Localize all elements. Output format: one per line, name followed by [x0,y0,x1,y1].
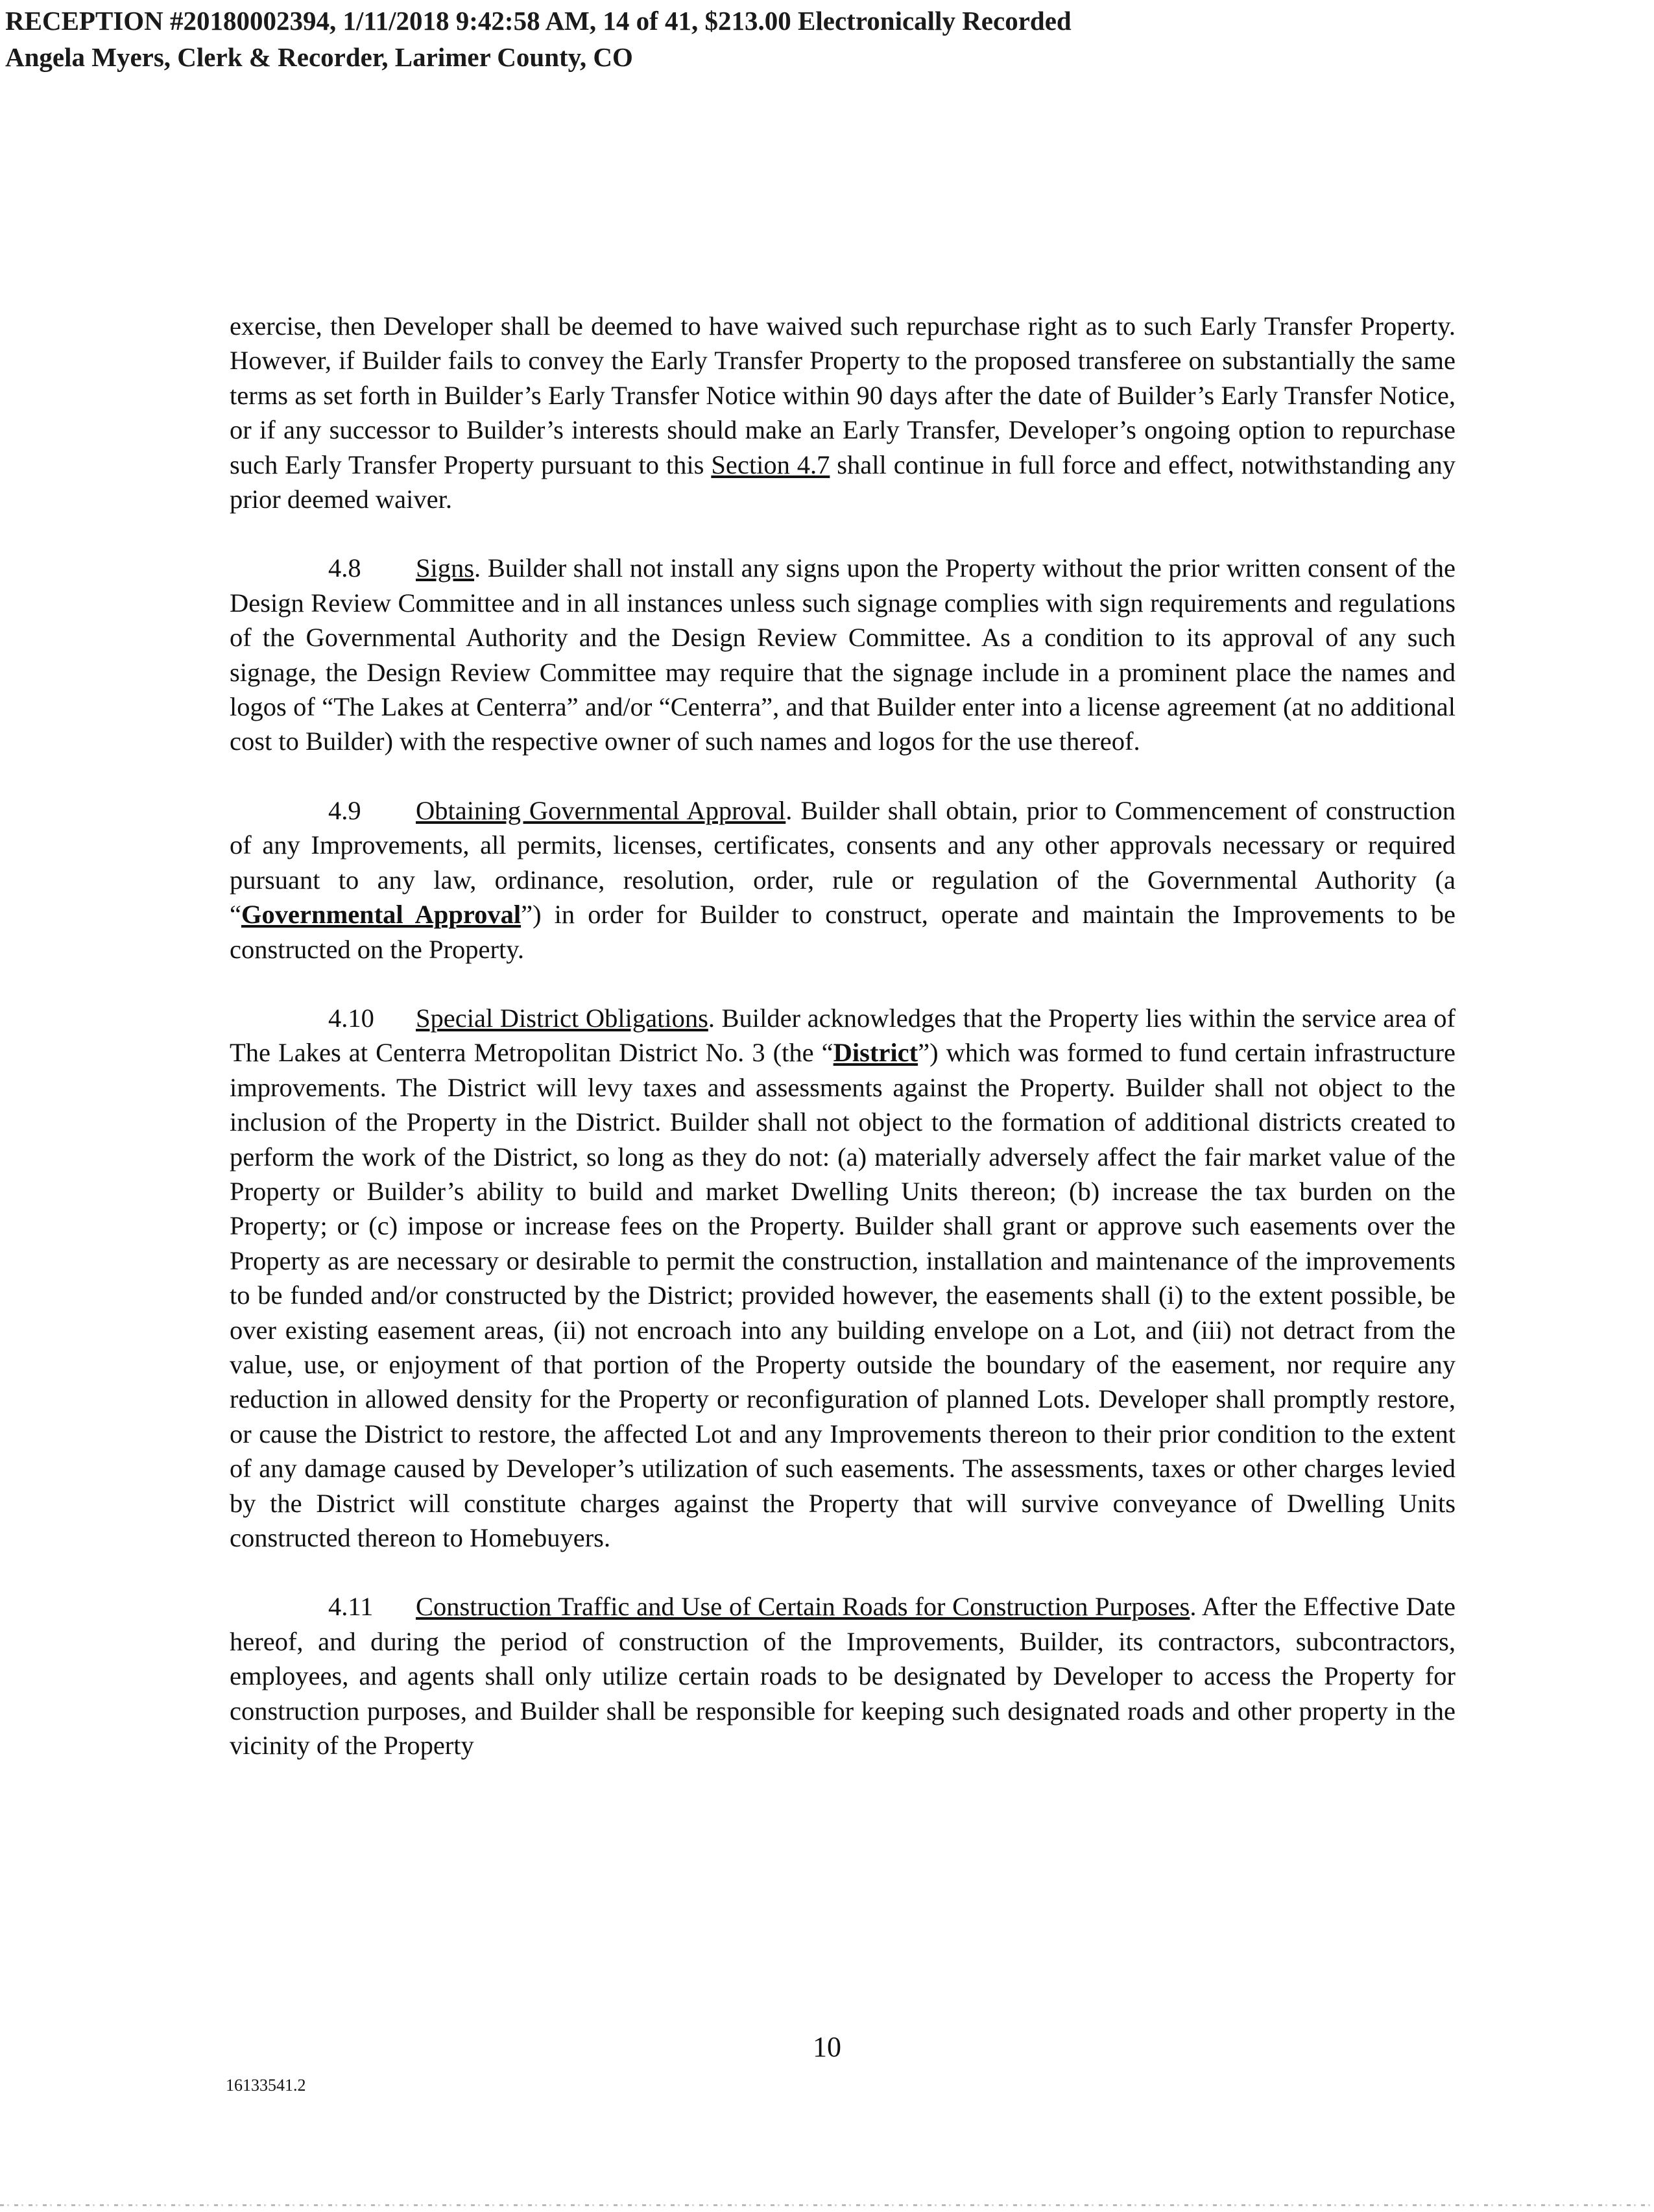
defined-term: District [833,1038,918,1068]
document-id: 16133541.2 [226,2076,306,2095]
continued-paragraph [230,309,1456,516]
section-heading: Construction Traffic and Use of Certain Roads for Construction Purposes [416,1592,1190,1622]
section-body-end: ”) in order for Builder to construct, operate and maintain the Improvements to be constructed on the Property. [230,900,1456,964]
section-4-11 [230,1589,1456,1762]
page-number: 10 [813,2031,841,2063]
scan-edge-divider [0,2204,1654,2206]
section-number: 4.11 [328,1592,374,1622]
section-reference: Section 4.7 [711,450,830,479]
section-number: 4.8 [328,553,361,583]
recording-stamp-line-1: RECEPTION #20180002394, 1/11/2018 9:42:58 AM, 14 of 41, $213.00 Electronically Recorded [5,6,1072,36]
section-4-10 [230,1001,1456,1556]
section-body: . After the Effective Date hereof, and during the period of construction of the Improvements, Builder, its contractors, subcontractors, employees, and agents shall only utilize certain roads to be designated by Developer to access the Property for construction purposes, and Builder shall be responsible for keeping such designated roads and other property in the vicinity of the Property [230,1592,1456,1761]
section-number: 4.10 [328,1003,374,1033]
section-body: . Builder acknowledges that the Property lies within the service area of The Lakes at Centerra Metropolitan District No. 3 (the “ [230,1003,1456,1068]
section-number: 4.9 [328,795,361,825]
continued-paragraph-text: exercise, then Developer shall be deemed to have waived such repurchase right as to such Early Transfer Property. However, if Builder fails to convey the Early Transfer Property to the proposed transferee on substantially the same terms as set forth in Builder’s Early Transfer Notice within 90 days after the date of Builder’s Early Transfer Notice, or if any successor to Builder’s interests should make an Early Transfer, Developer’s ongoing option to repurchase such Early Transfer Property pursuant to this [230,311,1456,479]
section-body-end: ”) which was formed to fund certain infrastructure improvements. The District will levy taxes and assessments against the Property. Builder shall not object to the inclusion of the Property in the District. Builder shall not object to the formation of additional districts created to perform the work of the District, so long as they do not: (a) materially adversely affect the fair market value of the Property or Builder’s ability to build and market Dwelling Units thereon; (b) increase the tax burden on the Property; or (c) impose or increase fees on the Property. Builder shall grant or approve such easements over the Property as are necessary or desirable to permit the construction, installation and maintenance of the improvements to be funded and/or constructed by the District; provided however, the easements shall (i) to the extent possible, be over existing easement areas, (ii) not encroach into any building envelope on a Lot, and (iii) not detract from the value, use, or enjoyment of that portion of the Property outside the boundary of the easement, nor require any reduction in allowed density for the Property or reconfiguration of planned Lots. Developer shall promptly restore, or cause the District to restore, the affected Lot and any Improvements thereon to their prior condition to the extent of any damage caused by Developer’s utilization of such easements. The assessments, taxes or other charges levied by the District will constitute charges against the Property that will survive conveyance of Dwelling Units constructed thereon to Homebuyers. [230,1038,1456,1552]
defined-term: Governmental Approval [241,900,521,930]
recording-stamp [5,3,1072,75]
section-heading: Signs [416,553,475,583]
section-heading: Obtaining Governmental Approval [416,795,786,825]
section-4-8 [230,551,1456,758]
section-body: . Builder shall not install any signs upon the Property without the prior written consent of the Design Review Committee and in all instances unless such signage complies with sign requirements and regulations of the Governmental Authority and the Design Review Committee. As a condition to its approval of any such signage, the Design Review Committee may require that the signage include in a prominent place the names and logos of “The Lakes at Centerra” and/or “Centerra”, and that Builder enter into a license agreement (at no additional cost to Builder) with the respective owner of such names and logos for the use thereof. [230,553,1456,756]
section-body: . Builder shall obtain, prior to Commencement of construction of any Improvements, all permits, licenses, certificates, consents and any other approvals necessary or required pursuant to any law, ordinance, resolution, order, rule or regulation of the Governmental Authority (a “ [230,795,1456,930]
document-body [230,309,1456,1797]
recording-stamp-line-2: Angela Myers, Clerk & Recorder, Larimer County, CO [5,42,633,72]
section-4-9 [230,793,1456,967]
continued-paragraph-text-end: shall continue in full force and effect, notwithstanding any prior deemed waiver. [230,450,1456,514]
section-heading: Special District Obligations [416,1003,708,1033]
